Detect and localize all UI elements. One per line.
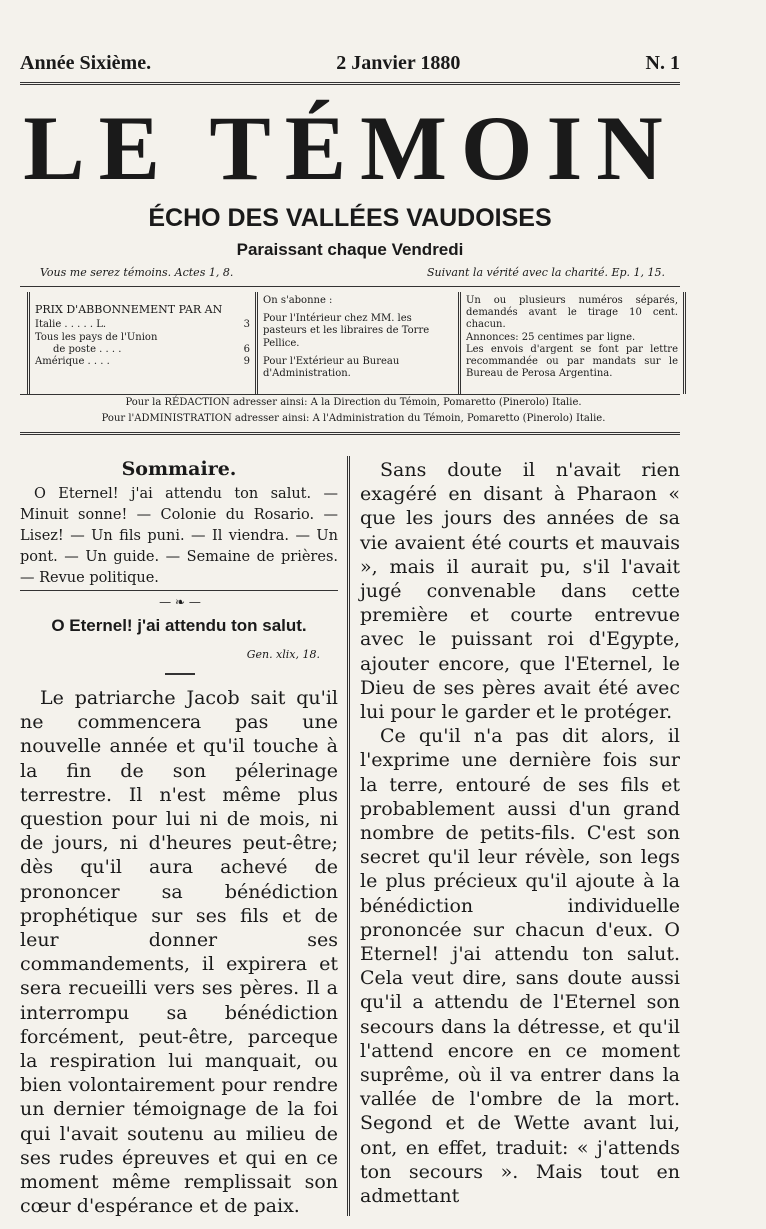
column-divider xyxy=(347,456,350,1216)
notice-ads: Annonces: 25 centimes par ligne. xyxy=(466,331,636,343)
motto-right: Suivant la vérité avec la charité. Ep. 1, 15. xyxy=(427,266,665,279)
article-paragraph-1: Le patriarche Jacob sait qu'il ne commencera pas une nouvelle année et qu'il touche à la fin de son pélerinage terrestre. Il n'est même plus question pour lui ni de mois, ni de jours, ni d'heures peut-être; dès qu'il aura achevé de prononcer sa bénédiction prophétique sur ses fils et de leur donner ses commandements, il expirera et sera recueilli vers ses pères. Il a interrompu sa bénédiction forcément, peut-être, parceque la respiration lui manquait, ou bien volontairement pour rendre un dernier témoignage de la foi qui l'avait soutenu au milieu de ses rudes épreuves et qui en ce moment même remplissait son cœur d'espérance et de paix. xyxy=(20,687,338,1218)
issue-number: N. 1 xyxy=(645,52,680,74)
ornament: — ❧ — xyxy=(159,595,201,609)
year-label: Année Sixième. xyxy=(20,52,152,74)
box-rule xyxy=(20,394,680,395)
article-paragraph-3: Ce qu'il n'a pas dit alors, il l'exprime une dernière fois sur la terre, entouré de ses fils et probablement aussi d'un grand nombre de petits-fils. C'est son secret qu'il leur révèle, son legs le plus précieux qu'il ajoute à la bénédiction individuelle prononcée sur chacun d'eux. O Eternel! j'ai attendu ton salut. Cela veut dire, sans doute aussi qu'il a attendu de l'Eternel son secours dans la détresse, et qu'il l'attend encore en ce moment suprême, où il va entrer dans la vallée de l'ombre de la mort. Segond et de Wette avant lui, ont, en effet, traduit: « j'attends ton secours ». Mais tout en admettant xyxy=(360,725,680,1208)
header-rule xyxy=(20,82,680,85)
redaction-address: Pour la RÉDACTION adresser ainsi: A la Direction du Témoin, Pomaretto (Pinerolo) Italie. xyxy=(125,397,582,408)
header-line xyxy=(20,52,680,75)
mottos xyxy=(40,266,665,279)
price-column xyxy=(30,292,258,394)
price-heading: PRIX D'ABBONNEMENT PAR AN xyxy=(35,303,223,316)
address-rule xyxy=(20,432,680,435)
sommaire-rule xyxy=(20,590,338,591)
sommaire-text: O Eternel! j'ai attendu ton salut. — Minuit sonne! — Colonie du Rosario. — Lisez! — Un fils puni. — Il viendra. — Un pont. — Un guide. — Semaine de prières. — Revue politique. xyxy=(20,486,338,586)
title-dash xyxy=(165,673,195,675)
price-row-union: de poste . . . . 6 xyxy=(53,343,250,355)
sommaire-title: Sommaire. xyxy=(121,458,237,480)
motto-rule xyxy=(20,286,680,287)
publication-frequency: Paraissant chaque Vendredi xyxy=(236,240,464,259)
subscribe-interior: Pour l'Intérieur chez MM. les pasteurs et les libraires de Torre Pellice. xyxy=(263,313,430,349)
subscribe-exterior: Pour l'Extérieur au Bureau d'Administration. xyxy=(263,355,400,379)
article-title: O Eternel! j'ai attendu ton salut. xyxy=(51,616,307,635)
masthead-title: LE TÉMOIN xyxy=(23,97,677,199)
article-paragraph-2: Sans doute il n'avait rien exagéré en disant à Pharaon « que les jours des années de sa vie avaient été courts et mauvais », mais il aurait pu, s'il l'avait jugé convenable dans cette première et courte entrevue avec le puissant roi d'Egypte, ajouter encore, que l'Eternel, le Dieu de ses pères avait été avec lui pour le garder et le protéger. xyxy=(360,459,680,724)
notices-column xyxy=(461,292,683,394)
sommaire-block xyxy=(20,458,338,589)
article-reference: Gen. xlix, 18. xyxy=(246,648,320,661)
notice-money: Les envois d'argent se font par lettre recommandée ou par mandats sur le Bureau de Perosa Argentina. xyxy=(466,343,678,380)
notice-numbers: Un ou plusieurs numéros séparés, demandés avant le tirage 10 cent. chacun. xyxy=(466,295,678,331)
price-row-union-label: Tous les pays de l'Union xyxy=(35,331,158,343)
price-row-italy: Italie . . . . . L. 3 xyxy=(35,319,250,331)
administration-address: Pour l'ADMINISTRATION adresser ainsi: A l'Administration du Témoin, Pomaretto (Pinerolo) Italie. xyxy=(101,413,606,424)
masthead-subtitle: ÉCHO DES VALLÉES VAUDOISES xyxy=(148,204,552,232)
subscribe-column xyxy=(258,292,461,394)
issue-date: 2 Janvier 1880 xyxy=(336,52,461,74)
motto-left: Vous me serez témoins. Actes 1, 8. xyxy=(40,266,234,279)
subscription-box xyxy=(27,292,686,394)
article-right-column xyxy=(360,458,680,1208)
price-row-america: Amérique . . . . 9 xyxy=(35,355,250,367)
article-left-column xyxy=(20,686,338,1218)
subscribe-title: On s'abonne : xyxy=(263,295,333,306)
